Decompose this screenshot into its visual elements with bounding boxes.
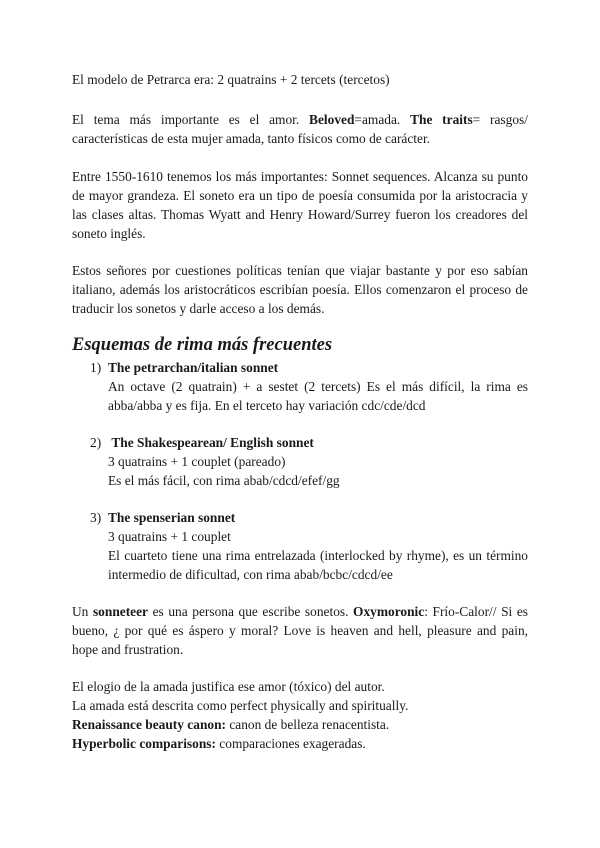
theme-text-1: El tema más importante es el amor.	[72, 112, 310, 127]
history-text: Entre 1550-1610 tenemos los más importantes: Sonnet sequences. Alcanza su punto de mayor grandeza. El soneto era un tipo de poesía consumida por la aristocracia y las clases altas. Thomas Wyatt and Henry Howard/Surrey fueron los creadores del soneto inglés.	[72, 169, 528, 241]
sonneteer-paragraph	[72, 602, 528, 659]
scheme-2-line-1: 3 quatrains + 1 couplet (pareado)	[108, 454, 286, 469]
scheme-1-title: The petrarchan/italian sonnet	[108, 360, 279, 375]
history-paragraph	[72, 167, 528, 243]
scheme-3-title: The spenserian sonnet	[108, 510, 236, 525]
scheme-2-title-line	[90, 433, 314, 452]
scheme-1-line-1: An octave (2 quatrain) + a sestet (2 tercets) Es el más difícil, la rima es abba/abba y es fija. En el terceto hay variación cdc/cde/dcd	[108, 379, 528, 413]
scheme-2-number: 2)	[90, 435, 102, 450]
scheme-3-line-2: El cuarteto tiene una rima entrelazada (interlocked by rhyme), es un término intermedio de dificultad, con rima abab/bcbc/cdcd/ee	[108, 548, 528, 582]
intro-paragraph	[72, 70, 528, 89]
sonneteer-term: sonneteer	[92, 604, 149, 619]
hyperbolic-text: comparaciones exageradas.	[215, 736, 366, 751]
politics-paragraph	[72, 261, 528, 318]
scheme-3-title-line	[90, 508, 235, 527]
hyperbolic-line	[72, 734, 528, 753]
canon-term: Renaissance beauty canon:	[72, 717, 226, 732]
hyperbolic-term: Hyperbolic comparisons:	[72, 736, 216, 751]
intro-text: El modelo de Petrarca era: 2 quatrains + 2 tercets (tercetos)	[72, 72, 390, 87]
traits-term: The traits	[410, 112, 473, 127]
theme-paragraph	[72, 110, 528, 148]
closing-line-1: El elogio de la amada justifica ese amor (tóxico) del autor.	[72, 679, 385, 694]
closing-line-2: La amada está descrita como perfect physically and spiritually.	[72, 698, 409, 713]
scheme-3-number: 3)	[90, 510, 102, 525]
scheme-2-line-2: Es el más fácil, con rima abab/cdcd/efef/gg	[108, 473, 340, 488]
scheme-3-line-1: 3 quatrains + 1 couplet	[108, 529, 231, 544]
section-heading: Esquemas de rima más frecuentes	[72, 335, 333, 355]
oxymoronic-term: Oxymoronic	[353, 604, 425, 619]
scheme-2-title: The Shakespearean/ English sonnet	[111, 435, 314, 450]
sonneteer-text-1: Un	[72, 604, 93, 619]
scheme-1-number: 1)	[90, 360, 102, 375]
theme-text-3: = rasgos/ características de esta mujer amada, tanto físicos como de carácter.	[72, 112, 528, 146]
politics-text: Estos señores por cuestiones políticas tenían que viajar bastante y por eso sabían italiano, además los aristocráticos escribían poesía. Ellos comenzaron el proceso de traducir los sonetos y darle acceso a los demás.	[72, 263, 528, 316]
beloved-term: Beloved	[309, 112, 355, 127]
canon-text: canon de belleza renacentista.	[226, 717, 390, 732]
scheme-1-title-line	[90, 358, 278, 377]
canon-line	[72, 715, 528, 734]
scheme-1-body	[108, 377, 528, 415]
theme-text-2: =amada.	[354, 112, 411, 127]
sonneteer-text-3: : Frío-Calor// Si es bueno, ¿ por qué es áspero y moral? Love is heaven and hell, pleasure and pain, hope and frustration.	[72, 604, 529, 657]
sonneteer-text-2: es una persona que escribe sonetos.	[148, 604, 354, 619]
